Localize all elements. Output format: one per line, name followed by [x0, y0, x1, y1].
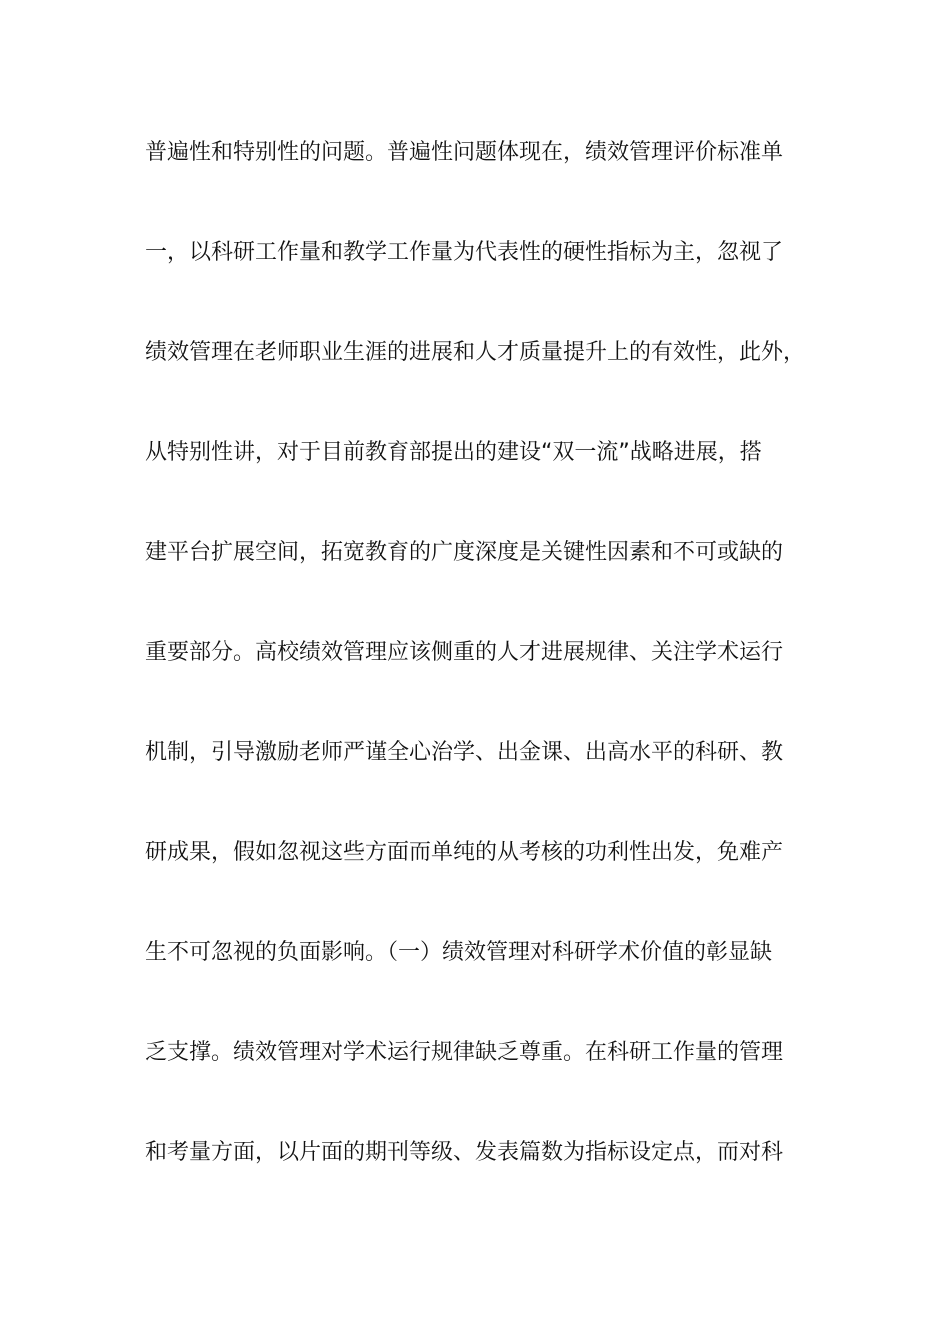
text-line: 建平台扩展空间，拓宽教育的广度深度是关键性因素和不可或缺的 — [145, 540, 784, 565]
text-line: 从特别性讲，对于目前教育部提出的建设“双一流”战略进展，搭 — [145, 440, 762, 465]
text-line: 机制，引导激励老师严谨全心治学、出金课、出高水平的科研、教 — [145, 740, 784, 765]
text-line: 生不可忽视的负面影响。（一）绩效管理对科研学术价值的彰显缺 — [145, 940, 773, 965]
text-line: 和考量方面，以片面的期刊等级、发表篇数为指标设定点，而对科 — [145, 1140, 784, 1165]
text-line: 绩效管理在老师职业生涯的进展和人才质量提升上的有效性，此外， — [145, 340, 806, 365]
text-line: 重要部分。高校绩效管理应该侧重的人才进展规律、关注学术运行 — [145, 640, 784, 665]
text-line: 研成果，假如忽视这些方面而单纯的从考核的功利性出发，免难产 — [145, 840, 784, 865]
text-line: 乏支撑。绩效管理对学术运行规律缺乏尊重。在科研工作量的管理 — [145, 1040, 784, 1065]
text-line: 一，以科研工作量和教学工作量为代表性的硬性指标为主，忽视了 — [145, 240, 784, 265]
text-line: 普遍性和特别性的问题。普遍性问题体现在，绩效管理评价标准单 — [145, 140, 784, 165]
body-text — [145, 131, 825, 1231]
